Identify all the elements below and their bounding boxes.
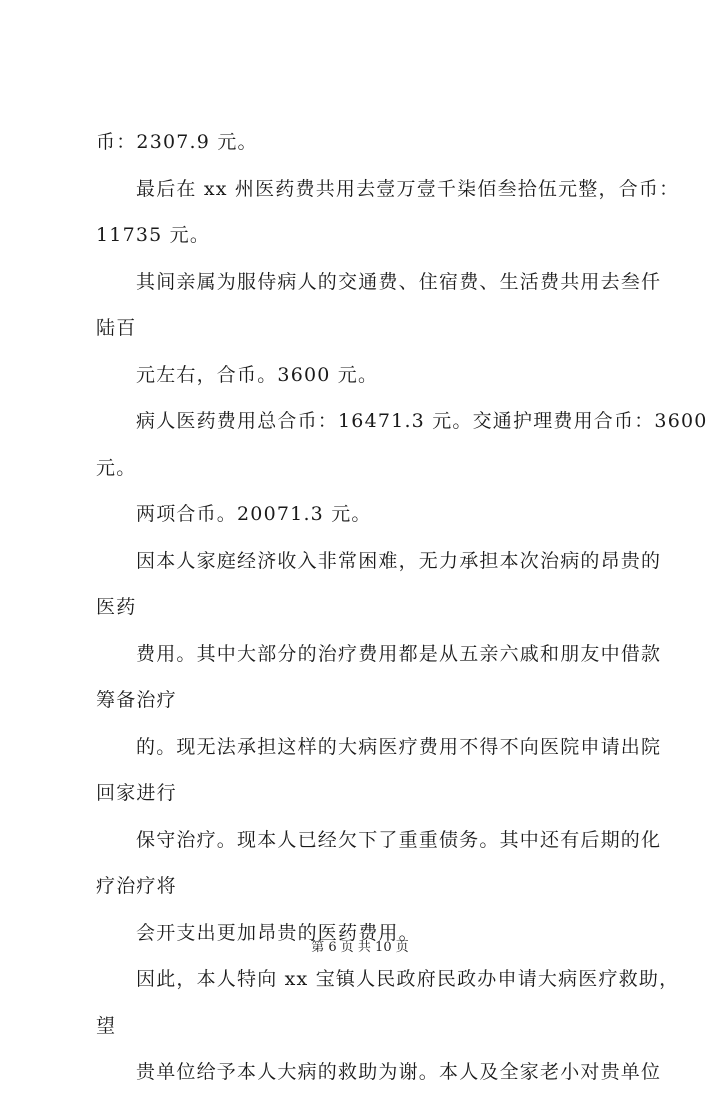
text-line: 因此，本人特向 xx 宝镇人民政府民政办申请大病医疗救助， xyxy=(136,968,680,990)
text-line: 两项合币。20071.3 元。 xyxy=(136,503,372,525)
text-line: 元左右，合币。3600 元。 xyxy=(136,363,379,386)
text-line: 疗治疗将 xyxy=(96,875,177,897)
text-line: 医药 xyxy=(96,596,137,618)
text-line: 贵单位给予本人大病的救助为谢。本人及全家老小对贵单位 xyxy=(136,1061,662,1083)
text-line: 的。现无法承担这样的大病医疗费用不得不向医院申请出院 xyxy=(136,735,662,758)
text-line: 费用。其中大部分的治疗费用都是从五亲六戚和朋友中借款 xyxy=(136,642,662,665)
page-number-footer: 第 6 页 共 10 页 xyxy=(311,940,409,955)
text-line: 最后在 xx 州医药费共用去壹万壹千柒佰叁拾伍元整，合币： xyxy=(136,177,680,200)
text-line: 病人医药费用总合币：16471.3 元。交通护理费用合币：3600 xyxy=(136,410,708,432)
text-line: 币：2307.9 元。 xyxy=(96,131,258,153)
document-body xyxy=(96,130,708,1107)
text-line: 回家进行 xyxy=(96,782,177,804)
text-line: 陆百 xyxy=(96,317,137,339)
text-line: 因本人家庭经济收入非常困难，无力承担本次治病的昂贵的 xyxy=(136,549,662,572)
text-line: 11735 元。 xyxy=(96,224,211,246)
text-line: 望 xyxy=(96,1014,117,1037)
text-line: 会开支出更加昂贵的医药费用。 xyxy=(136,921,419,944)
text-line: 元。 xyxy=(96,456,137,479)
text-line: 筹备治疗 xyxy=(96,689,177,711)
text-line: 保守治疗。现本人已经欠下了重重债务。其中还有后期的化 xyxy=(136,828,662,851)
text-line: 其间亲属为服侍病人的交通费、住宿费、生活费共用去叁仟 xyxy=(136,270,662,293)
